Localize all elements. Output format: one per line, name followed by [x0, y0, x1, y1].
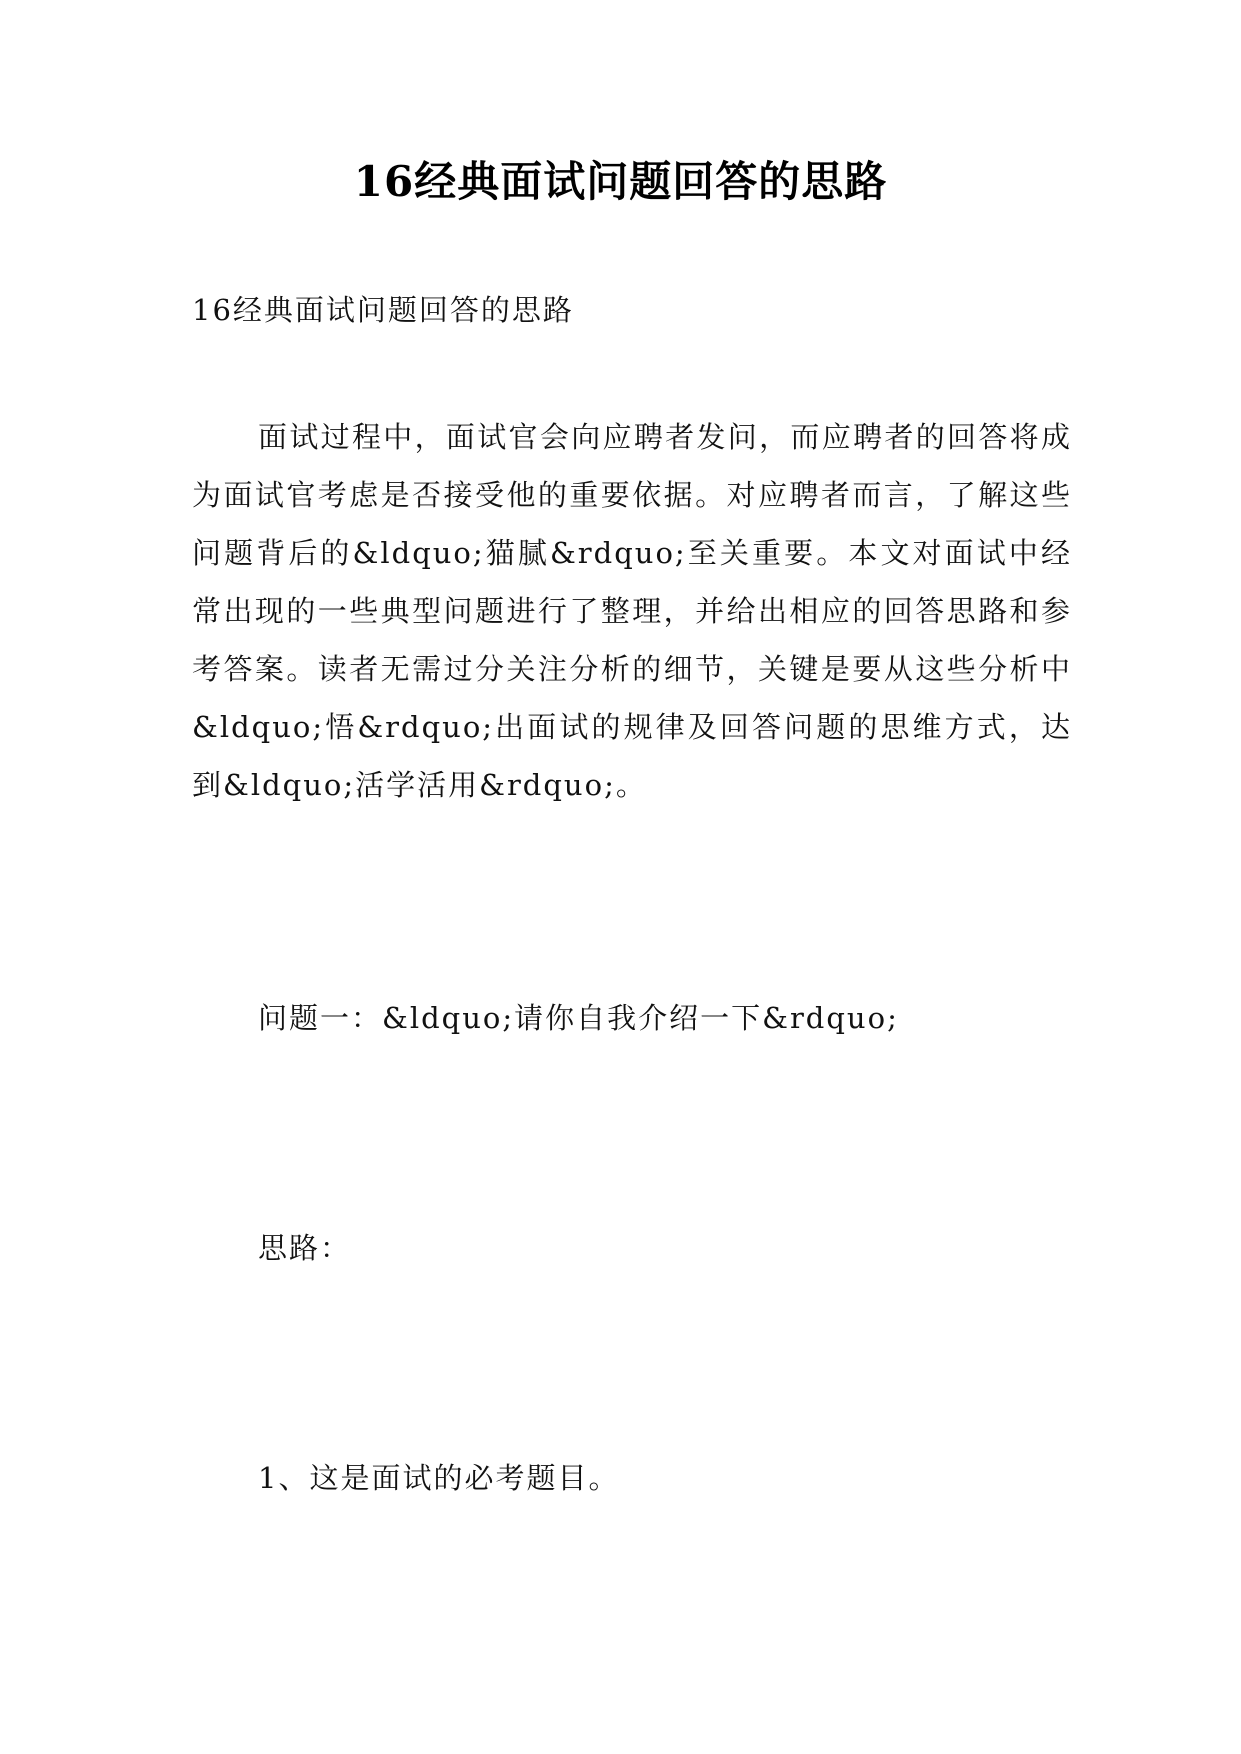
document-title: 16经典面试问题回答的思路 — [353, 157, 888, 206]
point-1: 1、这是面试的必考题目。 — [258, 1461, 620, 1495]
document-subtitle: 16经典面试问题回答的思路 — [192, 293, 574, 327]
intro-paragraph: 面试过程中，面试官会向应聘者发问，而应聘者的回答将成为面试官考虑是否接受他的重要依据。对应聘者而言，了解这些问题背后的&ldquo;猫腻&rdquo;至关重要。本文对面试中经常出现的一些典型问题进行了整理，并给出相应的回答思路和参考答案。读者无需过分关注分析的细节，关键是要从这些分析中&ldquo;悟&rdquo;出面试的规律及回答问题的思维方式，达到&ldquo;活学活用&rdquo;。 — [192, 420, 1072, 802]
idea-label: 思路： — [258, 1231, 352, 1265]
question-1: 问题一：&ldquo;请你自我介绍一下&rdquo; — [258, 1001, 899, 1035]
